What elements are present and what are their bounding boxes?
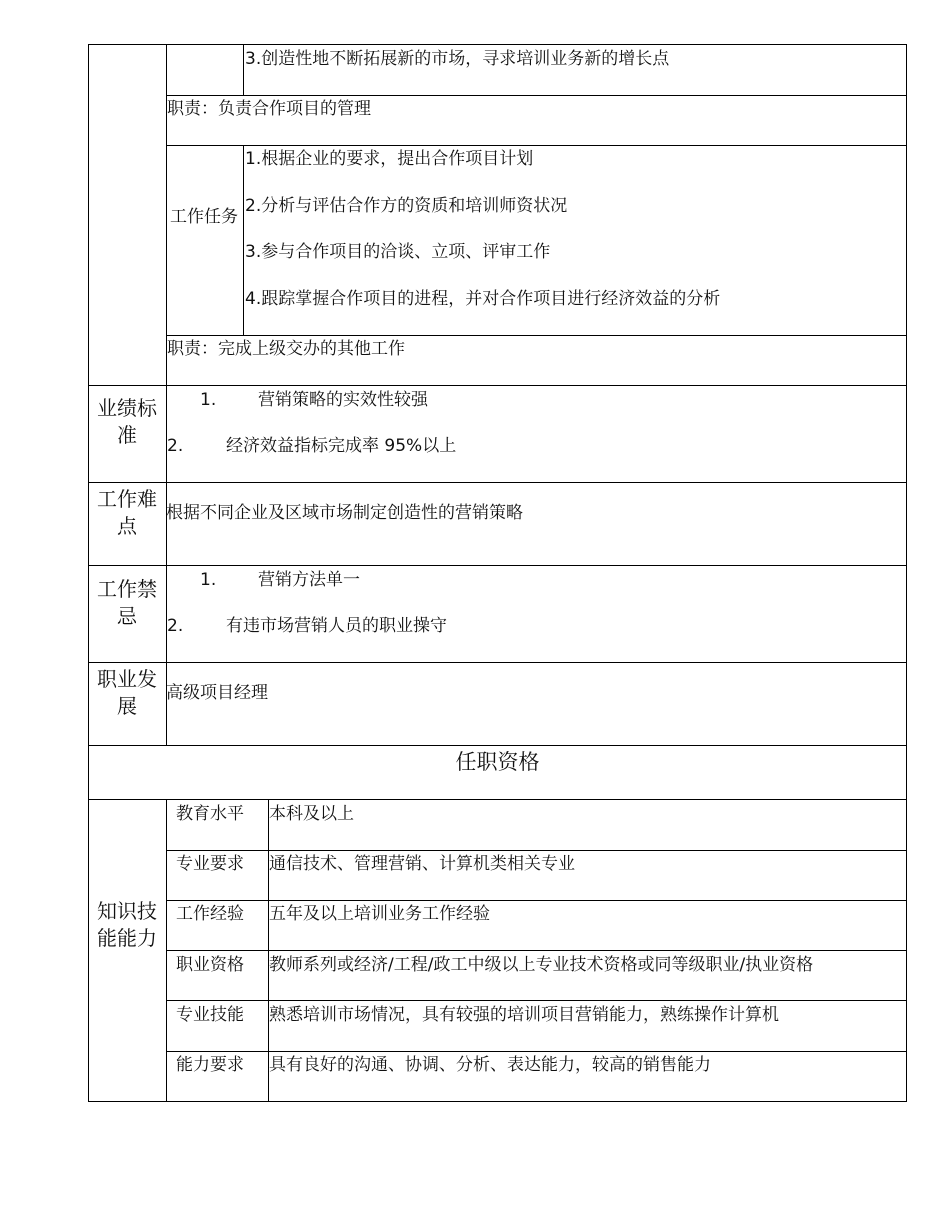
qualification-row-value: 本科及以上 bbox=[269, 804, 354, 824]
qualification-row-label: 工作经验 bbox=[176, 904, 244, 924]
qualification-row-label: 职业资格 bbox=[176, 955, 244, 975]
qualification-row-label: 专业技能 bbox=[176, 1005, 244, 1025]
list-number: 2. bbox=[167, 616, 184, 636]
task-label: 工作任务 bbox=[170, 207, 238, 227]
duty-title: 职责：完成上级交办的其他工作 bbox=[167, 339, 405, 359]
list-item: 营销策略的实效性较强 bbox=[258, 390, 428, 410]
list-item: 经济效益指标完成率 95%以上 bbox=[226, 436, 457, 456]
qualification-row-label: 能力要求 bbox=[176, 1055, 244, 1075]
taboo-label: 工作禁忌 bbox=[97, 577, 157, 628]
qualification-row-label: 专业要求 bbox=[176, 854, 244, 874]
qualification-title: 任职资格 bbox=[455, 750, 540, 774]
task-item: 4.跟踪掌握合作项目的进程，并对合作项目进行经济效益的分析 bbox=[245, 289, 721, 309]
qualification-row-value: 通信技术、管理营销、计算机类相关专业 bbox=[269, 854, 575, 874]
list-item: 营销方法单一 bbox=[258, 570, 360, 590]
qualification-group-label: 知识技能能力 bbox=[97, 899, 157, 950]
career-text: 高级项目经理 bbox=[166, 683, 268, 703]
career-label: 职业发展 bbox=[97, 667, 157, 718]
difficulty-text: 根据不同企业及区域市场制定创造性的营销策略 bbox=[166, 503, 523, 523]
difficulty-label: 工作难点 bbox=[97, 487, 157, 538]
duty-title: 职责：负责合作项目的管理 bbox=[167, 99, 371, 119]
list-number: 1. bbox=[200, 390, 217, 410]
qualification-row-value: 教师系列或经济/工程/政工中级以上专业技术资格或同等级职业/执业资格 bbox=[269, 955, 814, 975]
qualification-row-value: 五年及以上培训业务工作经验 bbox=[269, 904, 490, 924]
list-item: 有违市场营销人员的职业操守 bbox=[226, 616, 447, 636]
task-item: 1.根据企业的要求，提出合作项目计划 bbox=[245, 149, 534, 169]
performance-label: 业绩标准 bbox=[97, 396, 157, 447]
qualification-row-value: 具有良好的沟通、协调、分析、表达能力，较高的销售能力 bbox=[269, 1055, 711, 1075]
list-number: 1. bbox=[200, 570, 217, 590]
task-item: 3.创造性地不断拓展新的市场，寻求培训业务新的增长点 bbox=[245, 49, 670, 69]
task-item: 2.分析与评估合作方的资质和培训师资状况 bbox=[245, 196, 568, 216]
task-item: 3.参与合作项目的洽谈、立项、评审工作 bbox=[245, 242, 551, 262]
qualification-row-value: 熟悉培训市场情况，具有较强的培训项目营销能力，熟练操作计算机 bbox=[269, 1005, 779, 1025]
list-number: 2. bbox=[167, 436, 184, 456]
qualification-row-label: 教育水平 bbox=[176, 804, 244, 824]
